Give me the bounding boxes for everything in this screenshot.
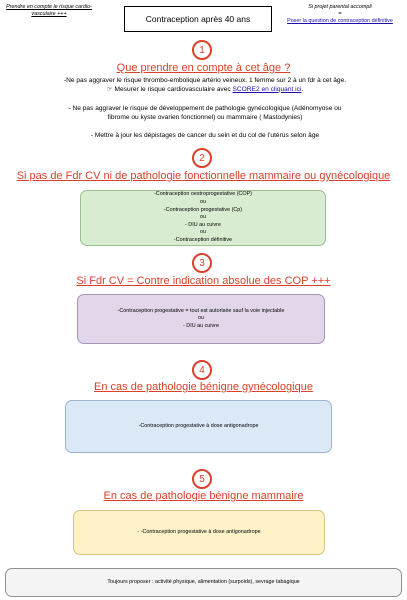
option-antigonadrope: - -Contraception progestative à dose antigonadrope [137,528,261,535]
footer-advice-box [5,568,402,597]
option-cop: -Contraception oestroprogestative (COP) [154,191,252,198]
gyneco-risk-line-2: fibrome ou kyste ovarien fonctionnel) ou mammaire ( Mastodynies) [107,113,303,121]
section-4-heading: En cas de pathologie bénigne gynécologique [94,381,313,393]
parental-project-line: Si projet parental accompli [308,4,372,10]
step-5-badge: 5 [192,469,212,489]
option-definitive: -Contraception définitive [173,236,233,243]
equals-sign: = [338,11,342,17]
option-progestative: -Contraception progestative = tout est autorisée sauf la voie injectable [117,307,285,314]
score2-prefix: ☞ Mesurer le risque cardiovasculaire avec [106,85,233,93]
section-3-heading: Si Fdr CV = Contre indication absolue des COP +++ [76,275,331,287]
page-title: Contraception après 40 ans [124,6,272,32]
thrombo-risk-line: -Ne pas aggraver le risque thrombo-embolique artério veineux. 1 femme sur 2 à un fdr à cet âge. [63,77,347,84]
or-separator: ou [198,315,204,322]
score2-link[interactable]: SCORE2 en cliquant ici [232,85,302,93]
section-1-paragraph-1 [20,77,390,94]
definitive-contraception-link[interactable]: Poser la question de contraception définitive [287,18,393,24]
section-3-options-box [77,294,325,344]
section-2-options-box [80,190,326,246]
section-1-heading: Que prendre en compte à cet âge ? [116,62,291,74]
section-1-paragraph-3: - Mettre à jour les dépistages de cancer du sein et du col de l’utérus selon âge [90,132,320,139]
parental-project-note [280,4,400,25]
section-2-heading: Si pas de Fdr CV ni de pathologie fonctionnelle mammaire ou gynécologique [16,170,391,182]
or-separator: ou [200,229,206,236]
section-5-heading: En cas de pathologie bénigne mammaire [103,490,304,502]
step-3-badge: 3 [192,253,212,273]
section-1-paragraph-2 [20,105,390,122]
score2-line [20,86,390,95]
step-1-badge: 1 [192,40,212,60]
section-5-options-box [73,510,325,555]
gyneco-risk-line-1: - Ne pas aggraver le risque de développement de pathologie gynécologique (Adénomyose ou [68,105,342,112]
or-separator: ou [200,214,206,221]
option-diu: - DIU au cuivre [185,221,221,228]
footer-advice-text: Toujours proposer : activité physique, alimentation (surpoids), sevrage tabagique [107,578,300,585]
option-antigonadrope: -Contraception progestative à dose antigonadrope [138,422,259,429]
or-separator: ou [200,199,206,206]
option-diu: - DIU au cuivre [183,322,219,329]
section-4-options-box [65,400,332,453]
score2-suffix: . [301,85,304,93]
step-2-badge: 2 [192,148,212,168]
option-cp: -Contraception progestative (Cp) [163,206,243,213]
step-4-badge: 4 [192,360,212,380]
cardiovascular-risk-note: Prendre en compte le risque cardio-vasculaire +++ [6,4,92,17]
